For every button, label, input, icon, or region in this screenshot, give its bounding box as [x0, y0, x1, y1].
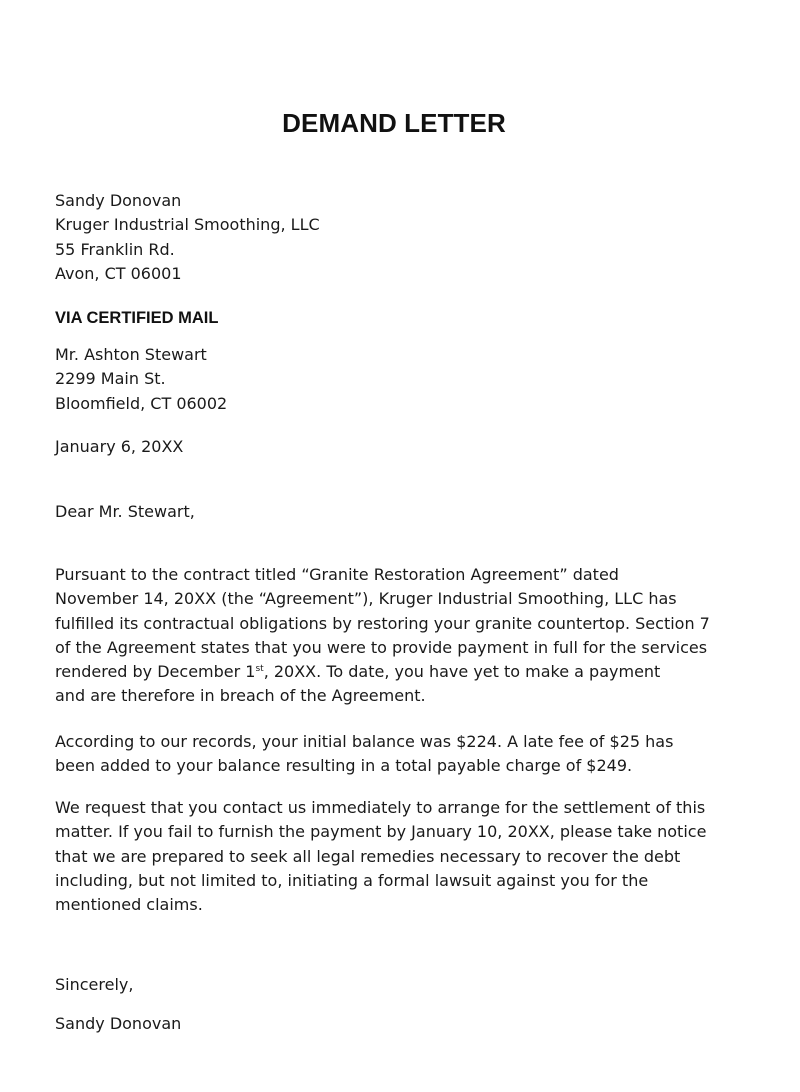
- ordinal-suffix: st: [255, 664, 264, 675]
- signature-name: Sandy Donovan: [55, 1014, 182, 1033]
- paragraph-line: and are therefore in breach of the Agreement.: [55, 686, 426, 706]
- body-paragraph-2: [55, 730, 745, 779]
- paragraph-line: matter. If you fail to furnish the payment by January 10, 20XX, please take notice: [55, 822, 707, 842]
- body-paragraph-3: [55, 796, 745, 917]
- paragraph-line: mentioned claims.: [55, 895, 203, 915]
- paragraph-line: Pursuant to the contract titled “Granite Restoration Agreement” dated: [55, 565, 619, 584]
- letter-date-text: January 6, 20XX: [55, 437, 184, 456]
- paragraph-line: According to our records, your initial balance was $224. A late fee of $25 has: [55, 732, 674, 751]
- recipient-city-state-zip: Bloomfield, CT 06002: [55, 393, 228, 413]
- paragraph-line: been added to your balance resulting in a total payable charge of $249.: [55, 756, 633, 776]
- sender-address-block: [55, 189, 745, 286]
- signature: [55, 1012, 745, 1036]
- paragraph-line: November 14, 20XX (the “Agreement”), Kruger Industrial Smoothing, LLC has: [55, 589, 677, 609]
- sender-street: 55 Franklin Rd.: [55, 239, 175, 259]
- salutation-text: Dear Mr. Stewart,: [55, 502, 195, 521]
- recipient-address-block: [55, 343, 745, 416]
- paragraph-line: [55, 660, 745, 684]
- paragraph-line-segment: rendered by December 1: [55, 662, 256, 682]
- letter-date: [55, 435, 745, 459]
- paragraph-line: that we are prepared to seek all legal remedies necessary to recover the debt: [55, 846, 681, 866]
- sender-name: Sandy Donovan: [55, 191, 182, 210]
- body-paragraph-1: [55, 563, 745, 709]
- paragraph-line-segment: , 20XX. To date, you have yet to make a payment: [263, 662, 661, 682]
- paragraph-line: fulfilled its contractual obligations by restoring your granite countertop. Section 7: [55, 613, 710, 633]
- paragraph-line: including, but not limited to, initiating a formal lawsuit against you for the: [55, 870, 649, 890]
- paragraph-line: We request that you contact us immediately to arrange for the settlement of this: [55, 798, 706, 817]
- recipient-name: Mr. Ashton Stewart: [55, 345, 207, 364]
- closing: [55, 973, 745, 997]
- salutation: [55, 500, 745, 524]
- paragraph-line: of the Agreement states that you were to provide payment in full for the services: [55, 637, 708, 657]
- sender-company: Kruger Industrial Smoothing, LLC: [55, 215, 320, 235]
- letter-title: DEMAND LETTER: [282, 108, 506, 138]
- sender-city-state-zip: Avon, CT 06001: [55, 263, 182, 283]
- closing-text: Sincerely,: [55, 975, 134, 994]
- recipient-street: 2299 Main St.: [55, 369, 166, 389]
- delivery-method: VIA CERTIFIED MAIL: [55, 309, 219, 327]
